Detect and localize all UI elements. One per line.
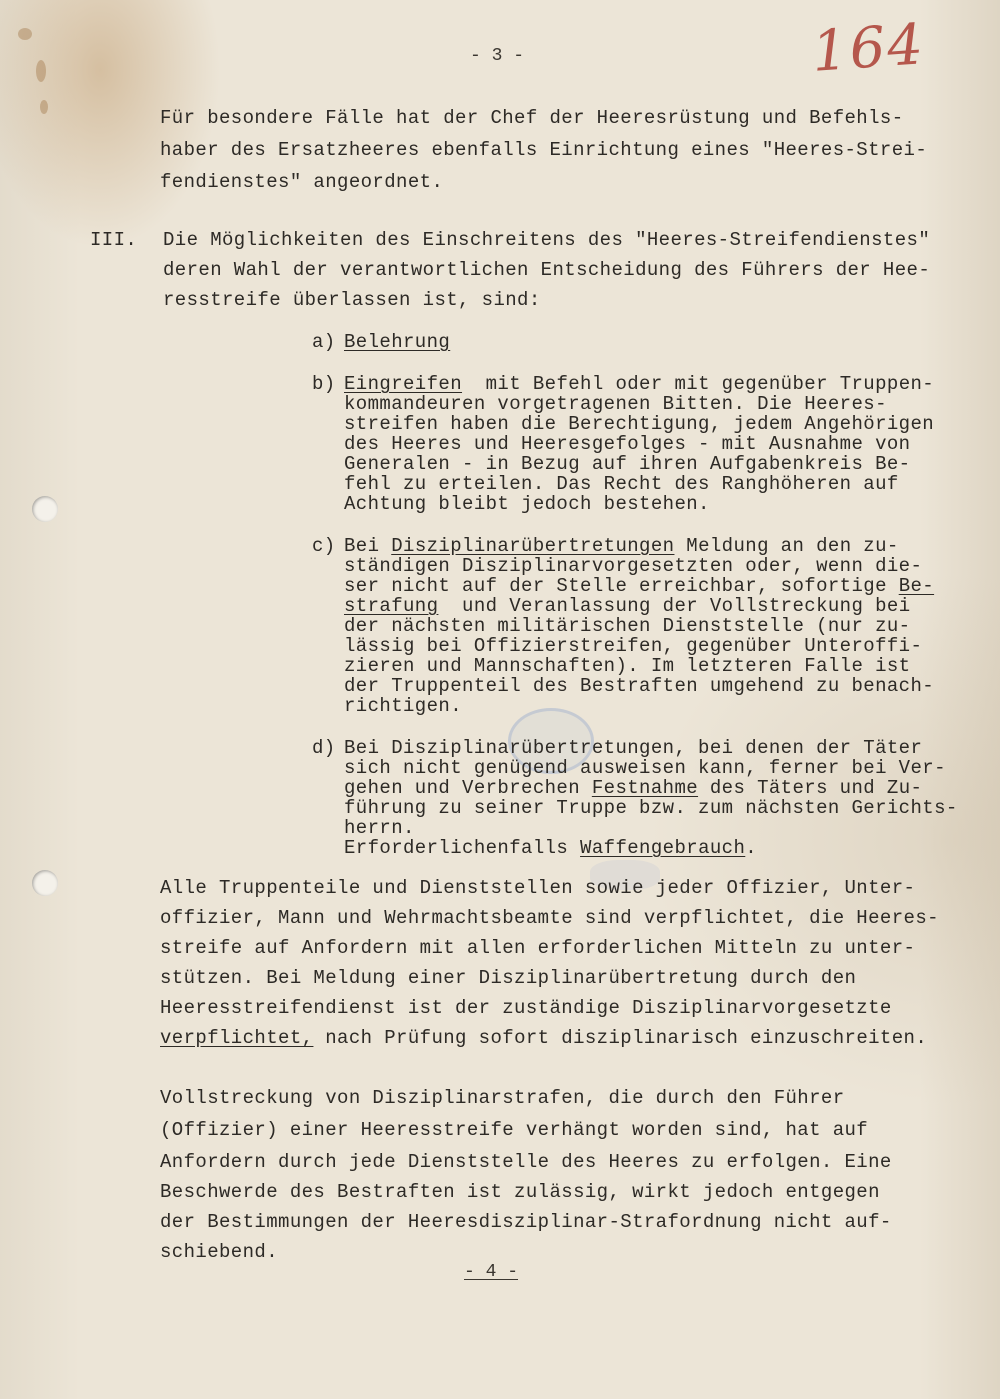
rust-stain <box>36 60 46 82</box>
paragraph-line: Alle Truppenteile und Dienststellen sowie jeder Offizier, Unter- <box>160 877 916 899</box>
item-title: Eingreifen <box>344 373 463 395</box>
item-line: fehl zu erteilen. Das Recht des Ranghöheren auf <box>344 473 899 495</box>
rust-stain <box>40 100 48 114</box>
item-title: Belehrung <box>344 331 451 353</box>
paragraph-line: Heeresstreifendienst ist der zuständige Disziplinarvorgesetzte <box>160 997 892 1019</box>
item-line: zieren und Mannschaften). Im letzteren Falle ist <box>344 655 911 677</box>
item-line: sich nicht genügend ausweisen kann, ferner bei Ver- <box>344 757 946 779</box>
item-line: der Truppenteil des Bestraften umgehend zu benach- <box>344 675 935 697</box>
paragraph-line <box>160 1026 927 1050</box>
item-line: führung zu seiner Truppe bzw. zum nächsten Gerichts- <box>344 797 958 819</box>
item-marker: b) <box>312 373 336 395</box>
paragraph-line: streife auf Anfordern mit allen erforderlichen Mitteln zu unter- <box>160 937 916 959</box>
page-number-next: - 4 - <box>464 1262 519 1282</box>
paragraph-line: Vollstreckung von Disziplinarstrafen, die durch den Führer <box>160 1087 845 1109</box>
item-line: lässig bei Offizierstreifen, gegenüber Unteroffi- <box>344 635 923 657</box>
item-line: streifen haben die Berechtigung, jedem Angehörigen <box>344 413 935 435</box>
paragraph-line: offizier, Mann und Wehrmachtsbeamte sind verpflichtet, die Heeres- <box>160 907 939 929</box>
item-line: ständigen Disziplinarvorgesetzten oder, wenn die- <box>344 555 923 577</box>
intro-line: Für besondere Fälle hat der Chef der Heeresrüstung und Befehls- <box>160 107 904 129</box>
punch-hole <box>32 496 58 522</box>
item-line: des Heeres und Heeresgefolges - mit Ausnahme von <box>344 433 911 455</box>
item-text: und Veranlassung der Vollstreckung bei <box>438 595 911 617</box>
underlined-term: strafung <box>344 595 439 617</box>
item-line: Generalen - in Bezug auf ihren Aufgabenkreis Be- <box>344 453 911 475</box>
punch-hole <box>32 870 58 896</box>
paragraph-line: stützen. Bei Meldung einer Disziplinarübertretung durch den <box>160 967 857 989</box>
item-text: gehen und Verbrechen <box>344 777 592 799</box>
intro-line: fendienstes" angeordnet. <box>160 171 444 193</box>
underlined-term: verpflichtet, <box>160 1027 314 1049</box>
item-line: der nächsten militärischen Dienststelle (nur zu- <box>344 615 911 637</box>
archive-folio-number: 164 <box>809 12 928 85</box>
paragraph-line: schiebend. <box>160 1241 279 1263</box>
section-line: resstreife überlassen ist, sind: <box>163 289 541 311</box>
paragraph-line: Beschwerde des Bestraften ist zulässig, wirkt jedoch entgegen <box>160 1181 880 1203</box>
paragraph-line: (Offizier) einer Heeresstreife verhängt worden sind, hat auf <box>160 1119 869 1141</box>
page-number-top: - 3 - <box>470 46 525 66</box>
item-line <box>344 836 757 860</box>
item-text: Erforderlichenfalls <box>344 837 581 859</box>
item-marker: c) <box>312 535 336 557</box>
section-line: deren Wahl der verantwortlichen Entscheidung des Führers der Hee- <box>163 259 931 281</box>
item-line: Achtung bleibt jedoch bestehen. <box>344 493 710 515</box>
item-text: des Täters und Zu- <box>698 777 923 799</box>
item-text: Meldung an den zu- <box>674 535 899 557</box>
underlined-term: Be- <box>898 575 935 597</box>
paragraph-line: der Bestimmungen der Heeresdisziplinar-Strafordnung nicht auf- <box>160 1211 892 1233</box>
item-text: mit Befehl oder mit gegenüber Truppen- <box>462 373 935 395</box>
item-text: . <box>745 837 758 859</box>
underlined-term: Festnahme <box>591 777 699 799</box>
paragraph-line: Anfordern durch jede Dienststelle des Heeres zu erfolgen. Eine <box>160 1151 892 1173</box>
item-line: herrn. <box>344 817 415 839</box>
paragraph-text: nach Prüfung sofort disziplinarisch einzuschreiten. <box>313 1027 928 1049</box>
underlined-term: Waffengebrauch <box>580 837 746 859</box>
underlined-term: Disziplinarübertretungen <box>391 535 675 557</box>
item-line: Bei Disziplinarübertretungen, bei denen der Täter <box>344 737 923 759</box>
rust-stain <box>18 28 32 40</box>
section-line: Die Möglichkeiten des Einschreitens des "Heeres-Streifendienstes" <box>163 229 931 251</box>
section-number: III. <box>90 229 138 251</box>
item-line: kommandeuren vorgetragenen Bitten. Die Heeres- <box>344 393 887 415</box>
intro-line: haber des Ersatzheeres ebenfalls Einrichtung eines "Heeres-Strei- <box>160 139 928 161</box>
item-text: ser nicht auf der Stelle erreichbar, sofortige <box>344 575 899 597</box>
item-marker: a) <box>312 331 336 353</box>
item-marker: d) <box>312 737 336 759</box>
item-text: Bei <box>344 535 392 557</box>
item-line: richtigen. <box>344 695 463 717</box>
